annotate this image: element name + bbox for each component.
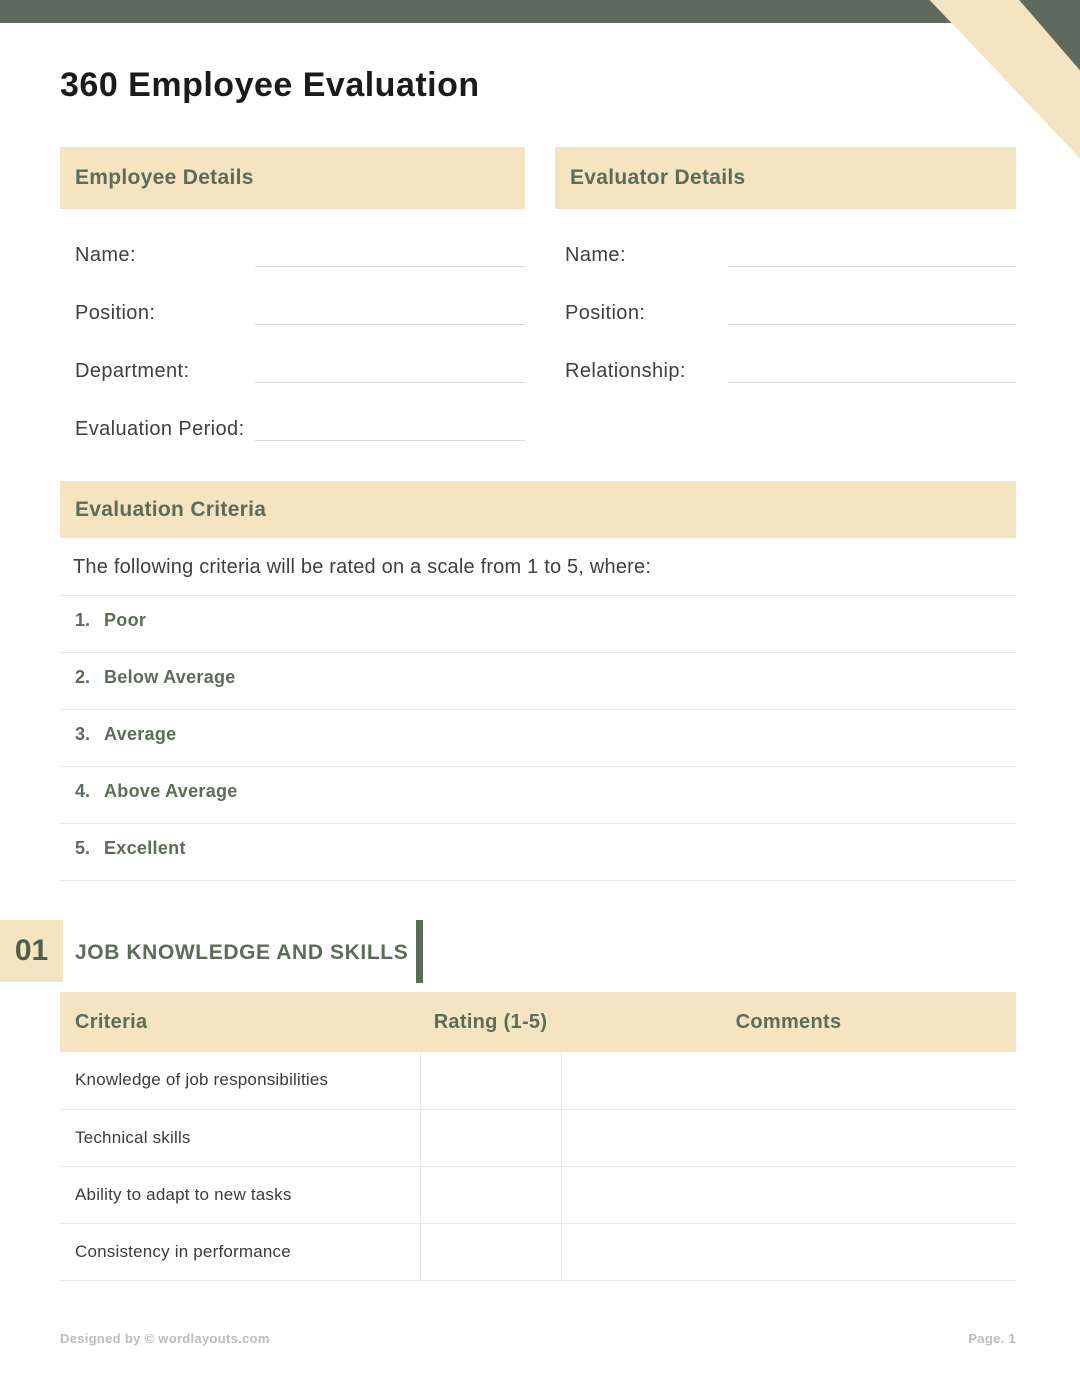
evaluation-period-input[interactable]: [255, 421, 525, 441]
criteria-intro-text: The following criteria will be rated on a scale from 1 to 5, where:: [60, 538, 1016, 596]
employee-details-panel: [60, 147, 525, 441]
employee-position-input[interactable]: [255, 305, 525, 325]
employee-position-label: Position:: [75, 302, 156, 324]
employee-department-input[interactable]: [255, 363, 525, 383]
scale-label: Average: [104, 724, 177, 744]
rating-cell[interactable]: [420, 1052, 561, 1109]
table-row: [60, 1166, 1016, 1223]
evaluator-relationship-label: Relationship:: [565, 360, 686, 382]
scale-number: 5.: [75, 838, 91, 858]
comments-cell[interactable]: [561, 1052, 1016, 1109]
rating-cell[interactable]: [420, 1223, 561, 1280]
criteria-cell: Consistency in performance: [60, 1223, 420, 1280]
column-header-rating: Rating (1-5): [420, 992, 561, 1052]
criteria-rating-table: [60, 992, 1016, 1281]
evaluator-name-label: Name:: [565, 244, 626, 266]
comments-cell[interactable]: [561, 1109, 1016, 1166]
employee-details-header: [60, 147, 525, 209]
footer-page-number: Page. 1: [968, 1331, 1016, 1346]
evaluation-period-label: Evaluation Period:: [75, 418, 245, 440]
scale-number: 1.: [75, 610, 91, 630]
scale-number: 2.: [75, 667, 91, 687]
rating-cell[interactable]: [420, 1166, 561, 1223]
scale-label: Below Average: [104, 667, 236, 687]
rating-cell[interactable]: [420, 1109, 561, 1166]
top-accent-bar: [0, 0, 1080, 23]
employee-position-row: [60, 301, 525, 325]
employee-name-row: [60, 243, 525, 267]
scale-item-poor: [60, 596, 1016, 653]
section-title: JOB KNOWLEDGE AND SKILLS: [75, 941, 409, 964]
scale-item-excellent: [60, 824, 1016, 881]
page-footer: [60, 1331, 1016, 1346]
evaluator-details-panel: [555, 147, 1016, 441]
evaluator-details-heading: Evaluator Details: [570, 166, 746, 189]
evaluator-position-row: [555, 301, 1016, 325]
footer-credit: Designed by © wordlayouts.com: [60, 1331, 270, 1346]
section-number: 01: [14, 934, 49, 967]
criteria-cell: Ability to adapt to new tasks: [60, 1166, 420, 1223]
scale-label: Above Average: [104, 781, 238, 801]
employee-details-heading: Employee Details: [75, 166, 254, 189]
comments-cell[interactable]: [561, 1223, 1016, 1280]
scale-number: 4.: [75, 781, 91, 801]
corner-ribbon-shape: [920, 0, 1080, 160]
criteria-cell: Technical skills: [60, 1109, 420, 1166]
employee-name-input[interactable]: [255, 247, 525, 267]
scale-label: Excellent: [104, 838, 186, 858]
scale-item-above-average: [60, 767, 1016, 824]
evaluator-position-input[interactable]: [728, 305, 1016, 325]
employee-department-row: [60, 359, 525, 383]
evaluator-name-row: [555, 243, 1016, 267]
table-row: [60, 1052, 1016, 1109]
evaluation-criteria-header: [60, 481, 1016, 538]
table-row: [60, 1223, 1016, 1280]
scale-item-average: [60, 710, 1016, 767]
criteria-cell: Knowledge of job responsibilities: [60, 1052, 420, 1109]
section-number-box: [0, 920, 63, 982]
evaluator-position-label: Position:: [565, 302, 646, 324]
employee-name-label: Name:: [75, 244, 136, 266]
evaluator-name-input[interactable]: [728, 247, 1016, 267]
scale-number: 3.: [75, 724, 91, 744]
scale-label: Poor: [104, 610, 147, 630]
column-header-comments: Comments: [561, 992, 1016, 1052]
corner-decoration: [920, 0, 1080, 160]
evaluation-criteria-heading: Evaluation Criteria: [75, 497, 267, 521]
page-title: 360 Employee Evaluation: [60, 66, 480, 104]
evaluator-relationship-row: [555, 359, 1016, 383]
evaluator-relationship-input[interactable]: [728, 363, 1016, 383]
table-row: [60, 1109, 1016, 1166]
evaluation-period-row: [60, 417, 525, 441]
evaluator-details-header: [555, 147, 1016, 209]
details-section: [60, 147, 1016, 441]
table-header-row: [60, 992, 1016, 1052]
section-accent-bar: [416, 920, 423, 983]
corner-triangle-shape: [920, 0, 1080, 160]
scale-item-below-average: [60, 653, 1016, 710]
comments-cell[interactable]: [561, 1166, 1016, 1223]
employee-department-label: Department:: [75, 360, 190, 382]
evaluation-criteria-section: [60, 481, 1016, 881]
column-header-criteria: Criteria: [60, 992, 420, 1052]
